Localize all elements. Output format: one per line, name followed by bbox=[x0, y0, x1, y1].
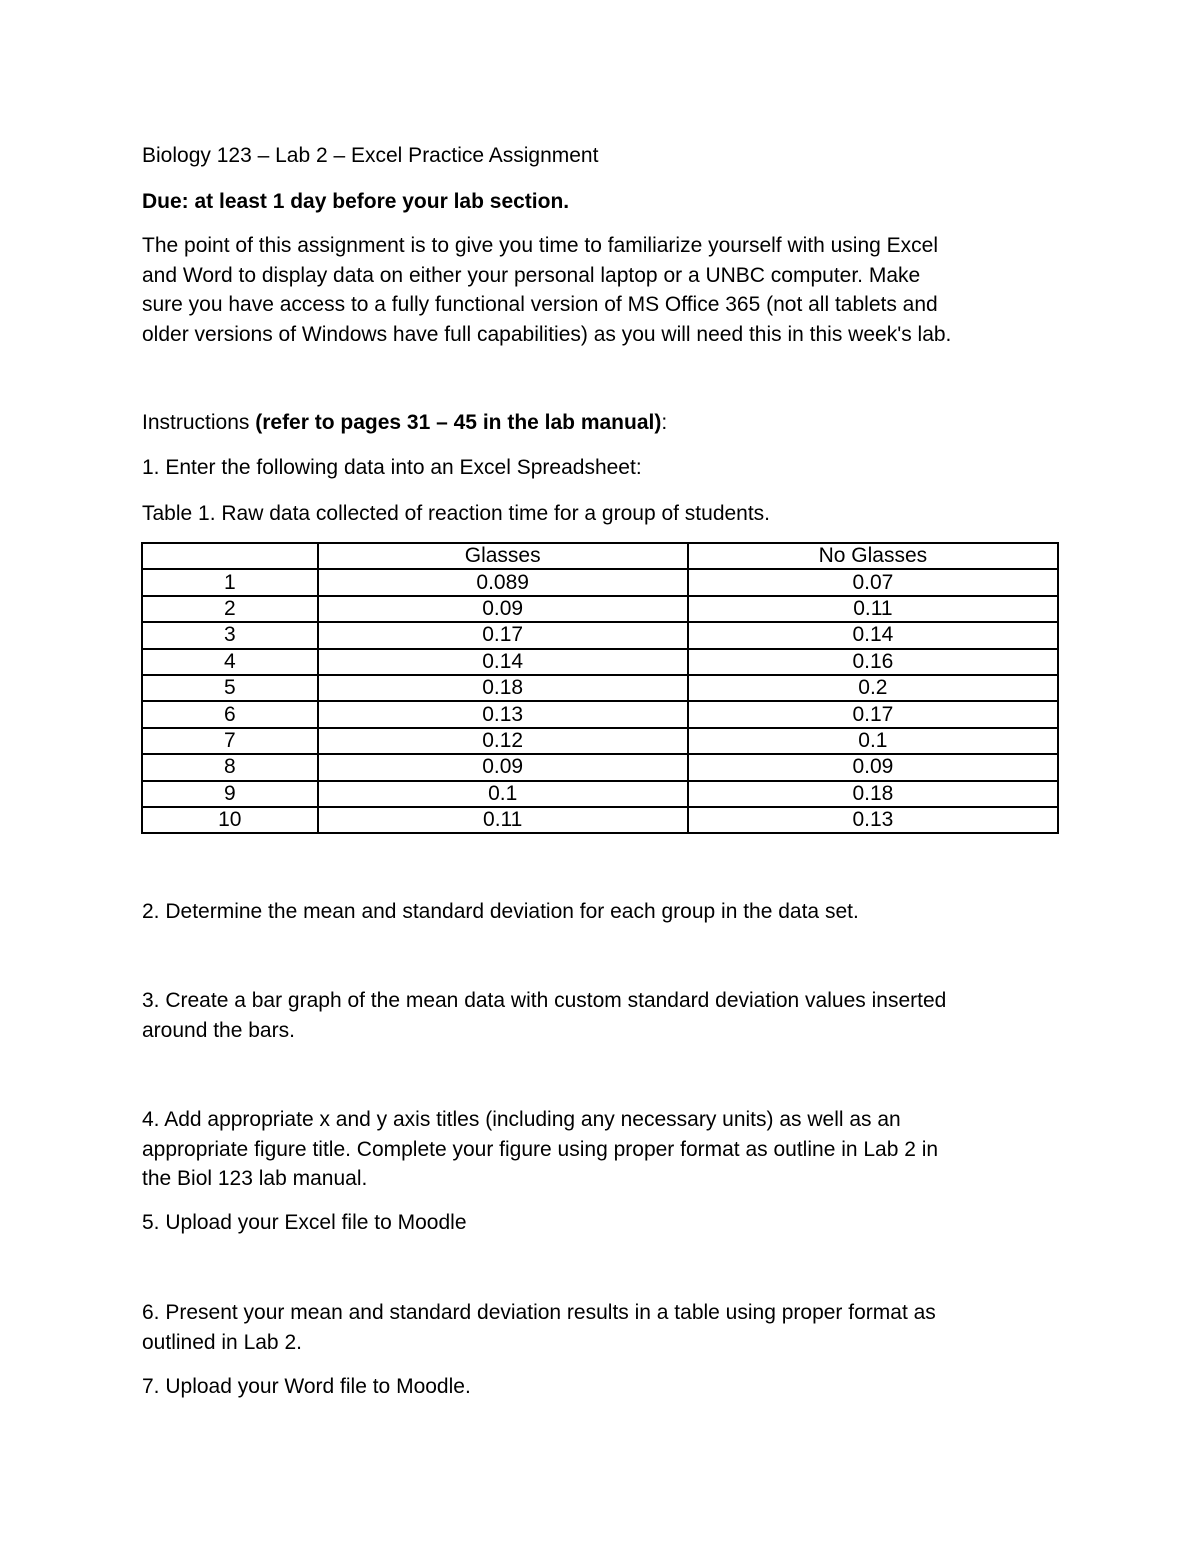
step-3 bbox=[142, 986, 946, 1045]
table-cell: 3 bbox=[142, 622, 318, 648]
instructions-suffix: : bbox=[661, 411, 668, 434]
intro-line: The point of this assignment is to give you time to familiarize yourself with using Excel bbox=[142, 234, 939, 257]
table-row bbox=[142, 728, 1058, 754]
table-row bbox=[142, 754, 1058, 780]
table-row bbox=[142, 569, 1058, 595]
table-cell: 0.2 bbox=[688, 675, 1058, 701]
step-4-line: appropriate figure title. Complete your figure using proper format as outline in Lab 2 in bbox=[142, 1137, 939, 1161]
table-cell: 0.17 bbox=[688, 701, 1058, 727]
table-row bbox=[142, 675, 1058, 701]
intro-line: older versions of Windows have full capabilities) as you will need this in this week's lab. bbox=[142, 322, 952, 346]
table-cell: 0.14 bbox=[318, 649, 688, 675]
instructions-reference: (refer to pages 31 – 45 in the lab manual) bbox=[255, 411, 662, 434]
table-cell: 2 bbox=[142, 596, 318, 622]
step-5: 5. Upload your Excel file to Moodle bbox=[142, 1211, 467, 1234]
table-row bbox=[142, 807, 1058, 833]
instructions-prefix: Instructions bbox=[142, 411, 256, 434]
due-date: Due: at least 1 day before your lab section. bbox=[142, 190, 570, 213]
table-cell: 0.18 bbox=[688, 781, 1058, 807]
table-cell: 0.16 bbox=[688, 649, 1058, 675]
step-4 bbox=[142, 1105, 938, 1194]
intro-paragraph bbox=[142, 231, 951, 349]
table-cell: 0.12 bbox=[318, 728, 688, 754]
table-cell: 6 bbox=[142, 701, 318, 727]
table-cell: 7 bbox=[142, 728, 318, 754]
step-3-line: 3. Create a bar graph of the mean data with custom standard deviation values inserted bbox=[142, 989, 947, 1012]
table-cell: 0.1 bbox=[318, 781, 688, 807]
table-row bbox=[142, 781, 1058, 807]
step-4-line: 4. Add appropriate x and y axis titles (including any necessary units) as well as an bbox=[142, 1108, 901, 1131]
step-6-line: 6. Present your mean and standard deviation results in a table using proper format as bbox=[142, 1301, 936, 1324]
table-cell: 0.17 bbox=[318, 622, 688, 648]
step-1: 1. Enter the following data into an Excel Spreadsheet: bbox=[142, 456, 642, 479]
step-6 bbox=[142, 1298, 936, 1357]
step-2: 2. Determine the mean and standard deviation for each group in the data set. bbox=[142, 900, 859, 923]
table-cell: 10 bbox=[142, 807, 318, 833]
table-cell: 4 bbox=[142, 649, 318, 675]
table-cell: 0.089 bbox=[318, 569, 688, 595]
table-cell: 0.09 bbox=[318, 754, 688, 780]
header-cell: Glasses bbox=[318, 543, 688, 569]
document-title: Biology 123 – Lab 2 – Excel Practice Assignment bbox=[142, 144, 599, 167]
intro-line: and Word to display data on either your personal laptop or a UNBC computer. Make bbox=[142, 263, 921, 287]
instructions-heading bbox=[142, 408, 667, 438]
step-7: 7. Upload your Word file to Moodle. bbox=[142, 1375, 471, 1398]
table-cell: 0.11 bbox=[318, 807, 688, 833]
table-cell: 0.13 bbox=[318, 701, 688, 727]
step-4-line: the Biol 123 lab manual. bbox=[142, 1167, 368, 1190]
table-row bbox=[142, 622, 1058, 648]
table-cell: 0.09 bbox=[318, 596, 688, 622]
header-cell bbox=[142, 543, 318, 569]
intro-line: sure you have access to a fully functional version of MS Office 365 (not all tablets and bbox=[142, 293, 938, 316]
step-6-line: outlined in Lab 2. bbox=[142, 1330, 302, 1354]
header-cell: No Glasses bbox=[688, 543, 1058, 569]
table-cell: 0.07 bbox=[688, 569, 1058, 595]
table-cell: 5 bbox=[142, 675, 318, 701]
data-table bbox=[141, 542, 1059, 834]
table-cell: 0.1 bbox=[688, 728, 1058, 754]
table-row bbox=[142, 649, 1058, 675]
table-row bbox=[142, 701, 1058, 727]
table-header-row bbox=[142, 543, 1058, 569]
table-cell: 0.14 bbox=[688, 622, 1058, 648]
table-row bbox=[142, 596, 1058, 622]
table-cell: 0.18 bbox=[318, 675, 688, 701]
table-caption: Table 1. Raw data collected of reaction time for a group of students. bbox=[142, 502, 771, 525]
table-cell: 1 bbox=[142, 569, 318, 595]
table-cell: 9 bbox=[142, 781, 318, 807]
table-cell: 0.11 bbox=[688, 596, 1058, 622]
step-3-line: around the bars. bbox=[142, 1018, 295, 1042]
table-cell: 0.13 bbox=[688, 807, 1058, 833]
table-cell: 0.09 bbox=[688, 754, 1058, 780]
table-cell: 8 bbox=[142, 754, 318, 780]
